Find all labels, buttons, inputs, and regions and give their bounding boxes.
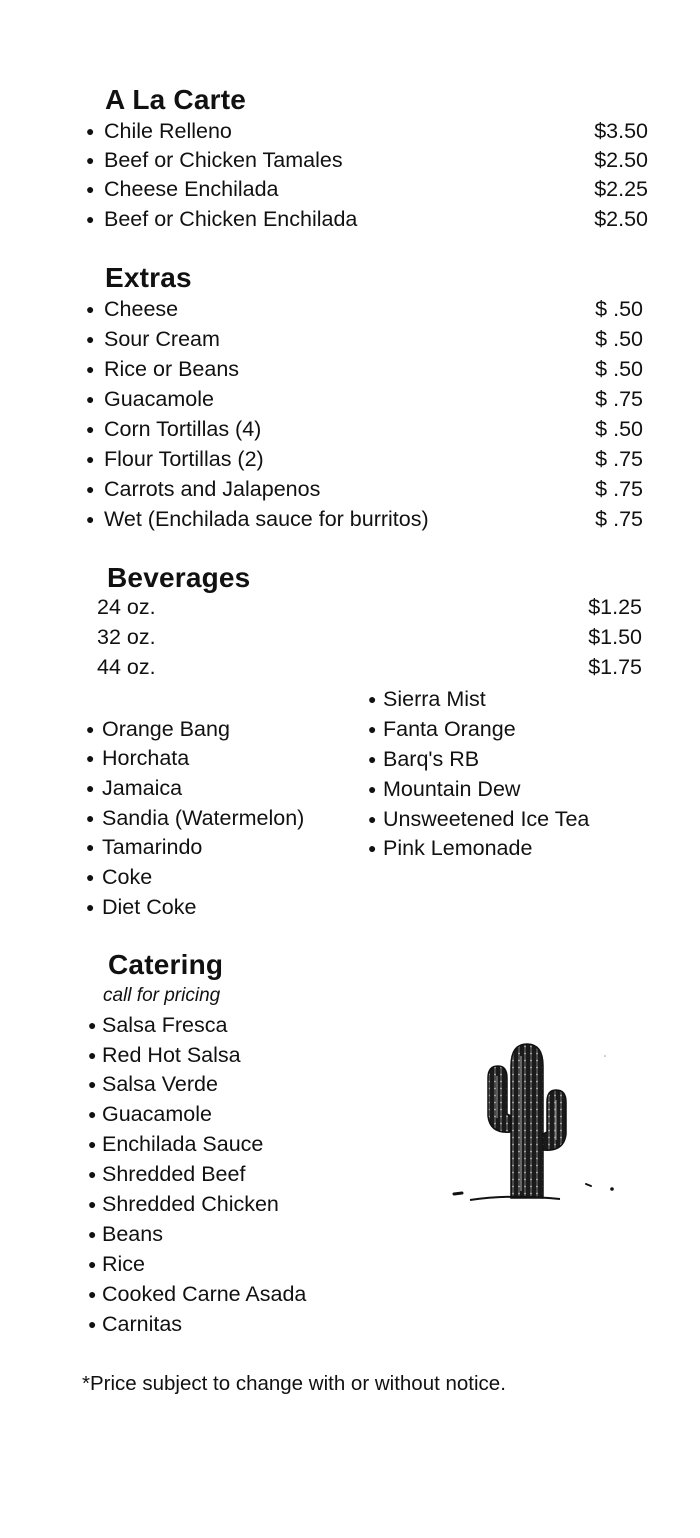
bullet-icon: ● (86, 899, 95, 915)
bullet-icon: ● (88, 1286, 97, 1302)
menu-item: ● Chile Relleno $3.50 (86, 116, 648, 146)
bullet-icon: ● (368, 840, 377, 856)
item-price: $ .75 (595, 387, 643, 411)
bullet-icon: ● (88, 1076, 97, 1092)
item-price: $ .50 (595, 357, 643, 381)
list-item: ● Shredded Beef (88, 1159, 245, 1189)
menu-item: ● Wet (Enchilada sauce for burritos) $ .75 (86, 504, 643, 534)
bullet-icon: ● (86, 869, 95, 885)
list-item: ● Pink Lemonade (368, 833, 532, 863)
bullet-icon: ● (368, 751, 377, 767)
beverage-size-row: 24 oz. $1.25 (97, 592, 642, 622)
list-item: ● Mountain Dew (368, 774, 520, 804)
bullet-icon: ● (88, 1166, 97, 1182)
bullet-icon: ● (88, 1136, 97, 1152)
bullet-icon: ● (86, 481, 95, 497)
bullet-icon: ● (86, 361, 95, 377)
beverages-heading: Beverages (107, 562, 251, 593)
bullet-icon: ● (86, 152, 95, 168)
bullet-icon: ● (88, 1106, 97, 1122)
list-item: ● Sandia (Watermelon) (86, 803, 304, 833)
menu-item: ● Beef or Chicken Enchilada $2.50 (86, 204, 648, 234)
item-price: $ .75 (595, 507, 643, 531)
list-item: ● Cooked Carne Asada (88, 1279, 306, 1309)
bullet-icon: ● (86, 750, 95, 766)
item-price: $ .50 (595, 327, 643, 351)
bullet-icon: ● (368, 721, 377, 737)
extras-heading: Extras (105, 262, 192, 293)
list-item: ● Salsa Fresca (88, 1010, 227, 1040)
price-disclaimer: *Price subject to change with or without notice. (82, 1372, 506, 1395)
list-item: ● Horchata (86, 743, 189, 773)
menu-item: ● Sour Cream $ .50 (86, 324, 643, 354)
item-price: $2.50 (594, 207, 648, 231)
list-item: ● Fanta Orange (368, 714, 516, 744)
menu-item: ● Guacamole $ .75 (86, 384, 643, 414)
bullet-icon: ● (86, 810, 95, 826)
list-item: ● Red Hot Salsa (88, 1040, 241, 1070)
list-item: ● Salsa Verde (88, 1069, 218, 1099)
list-item: ● Barq's RB (368, 744, 479, 774)
bullet-icon: ● (86, 301, 95, 317)
item-price: $ .50 (595, 297, 643, 321)
bullet-icon: ● (86, 721, 95, 737)
bullet-icon: ● (86, 839, 95, 855)
bullet-icon: ● (88, 1196, 97, 1212)
list-item: ● Rice (88, 1249, 145, 1279)
list-item: ● Sierra Mist (368, 684, 486, 714)
bullet-icon: ● (86, 451, 95, 467)
bullet-icon: ● (88, 1226, 97, 1242)
beverage-size-row: 44 oz. $1.75 (97, 652, 642, 682)
menu-item: ● Carrots and Jalapenos $ .75 (86, 474, 643, 504)
beverage-size-row: 32 oz. $1.50 (97, 622, 642, 652)
bullet-icon: ● (368, 691, 377, 707)
bullet-icon: ● (86, 511, 95, 527)
menu-item: ● Flour Tortillas (2) $ .75 (86, 444, 643, 474)
menu-item: ● Cheese Enchilada $2.25 (86, 174, 648, 204)
cactus-icon (450, 1036, 620, 1206)
catering-note: call for pricing (103, 985, 221, 1006)
item-price: $ .50 (595, 417, 643, 441)
list-item: ● Jamaica (86, 773, 182, 803)
item-price: $1.50 (588, 625, 642, 649)
list-item: ● Beans (88, 1219, 163, 1249)
menu-item: ● Corn Tortillas (4) $ .50 (86, 414, 643, 444)
list-item: ● Tamarindo (86, 832, 202, 862)
list-item: ● Enchilada Sauce (88, 1129, 263, 1159)
item-price: $2.50 (594, 148, 648, 172)
menu-item: ● Cheese $ .50 (86, 294, 643, 324)
bullet-icon: ● (88, 1256, 97, 1272)
bullet-icon: ● (88, 1047, 97, 1063)
item-price: $3.50 (594, 119, 648, 143)
bullet-icon: ● (88, 1316, 97, 1332)
catering-heading: Catering (108, 949, 224, 980)
list-item: ● Diet Coke (86, 892, 196, 922)
menu-item: ● Rice or Beans $ .50 (86, 354, 643, 384)
bullet-icon: ● (368, 781, 377, 797)
item-price: $1.25 (588, 595, 642, 619)
list-item: ● Guacamole (88, 1099, 212, 1129)
list-item: ● Carnitas (88, 1309, 182, 1339)
menu-item: ● Beef or Chicken Tamales $2.50 (86, 145, 648, 175)
item-price: $1.75 (588, 655, 642, 679)
list-item: ● Unsweetened Ice Tea (368, 804, 589, 834)
item-price: $ .75 (595, 447, 643, 471)
bullet-icon: ● (368, 811, 377, 827)
bullet-icon: ● (86, 123, 95, 139)
bullet-icon: ● (86, 391, 95, 407)
list-item: ● Orange Bang (86, 714, 230, 744)
item-price: $2.25 (594, 177, 648, 201)
item-price: $ .75 (595, 477, 643, 501)
list-item: ● Coke (86, 862, 152, 892)
bullet-icon: ● (86, 421, 95, 437)
list-item: ● Shredded Chicken (88, 1189, 279, 1219)
bullet-icon: ● (86, 331, 95, 347)
bullet-icon: ● (86, 211, 95, 227)
bullet-icon: ● (88, 1017, 97, 1033)
bullet-icon: ● (86, 780, 95, 796)
a-la-carte-heading: A La Carte (105, 84, 247, 115)
bullet-icon: ● (86, 181, 95, 197)
